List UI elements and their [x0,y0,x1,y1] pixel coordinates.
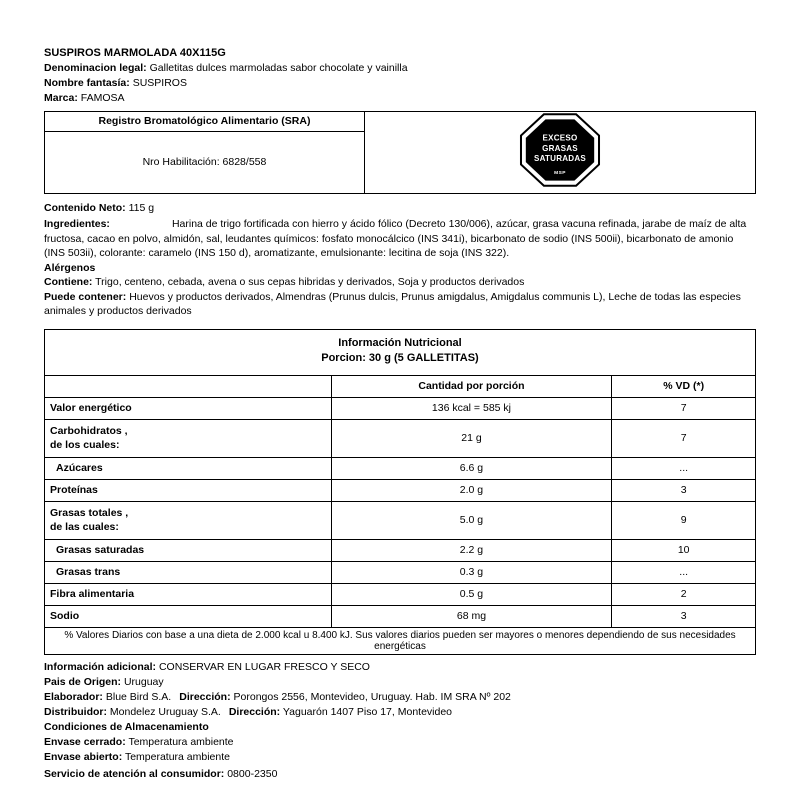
elaborador-direccion-value: Porongos 2556, Montevideo, Uruguay. Hab. IM SRA Nº 202 [233,690,511,703]
distribuidor-direccion-label: Dirección: [228,705,281,718]
contiene-line [44,275,756,290]
seal-line1: EXCESO [542,133,578,143]
nutrition-row-grasas-saturadas [45,539,756,561]
nutrient-amount: 68 mg [331,605,612,627]
marca-line [44,91,756,106]
pais-origen-line [44,675,756,690]
distribuidor-direccion-value: Yaguarón 1407 Piso 17, Montevideo [282,705,453,718]
nutrient-amount: 2.2 g [331,539,612,561]
nutrition-row-fibra [45,583,756,605]
seal-line2: GRASAS [542,143,578,153]
elaborador-line [44,690,756,705]
envase-abierto-line [44,750,756,765]
marca-value: FAMOSA [80,92,125,104]
nutrient-amount: 5.0 g [331,501,612,539]
cantidad-column-header: Cantidad por porción [331,375,612,397]
fantasia-value: SUSPIROS [132,77,187,89]
nutrient-label: Valor energético [45,397,332,419]
exceso-grasas-saturadas-seal-icon [519,113,601,187]
nutrition-column-header-row [45,375,756,397]
info-adicional-value: CONSERVAR EN LUGAR FRESCO Y SECO [158,660,370,673]
nutrient-vd: ... [612,561,756,583]
nutrition-row-sodio [45,605,756,627]
contiene-value: Trigo, centeno, cebada, avena o sus cepas hibridas y derivados, Soja y productos derivados [95,276,525,288]
elaborador-direccion-label: Dirección: [179,690,231,703]
nutrition-title: Información Nutricional [338,336,462,349]
puede-contener-label: Puede contener: [44,290,127,303]
servicio-consumidor-label: Servicio de atención al consumidor: [44,767,225,780]
seal-line3: SATURADAS [533,154,586,164]
nutrient-label [45,501,332,539]
registro-header: Registro Bromatológico Alimentario (SRA) [45,112,365,132]
nutrient-amount: 0.3 g [331,561,612,583]
nutrient-vd: 3 [612,605,756,627]
nutrition-footnote-row [45,627,756,654]
contenido-value: 115 g [128,202,155,214]
nutrient-vd: 2 [612,583,756,605]
nutrient-label: Sodio [45,605,332,627]
nutrient-label-line1: Carbohidratos , [50,425,128,437]
nutrition-row-azucares [45,457,756,479]
elaborador-value: Blue Bird S.A. [105,690,172,703]
denominacion-line [44,61,756,76]
product-title: SUSPIROS MARMOLADA 40X115G [44,47,226,59]
seal-msp: MSP [554,171,566,177]
pais-origen-value: Uruguay [123,675,164,688]
nutrient-amount: 0.5 g [331,583,612,605]
contenido-neto-line [44,201,756,216]
envase-abierto-label: Envase abierto: [44,750,123,763]
nutrition-row-proteinas [45,479,756,501]
nutrient-vd: 7 [612,419,756,457]
alergenos-title: Alérgenos [44,261,96,274]
info-adicional-line [44,660,756,675]
nutrition-row-grasas-totales [45,501,756,539]
nutrient-label: Azúcares [45,457,332,479]
nutrient-label: Proteínas [45,479,332,501]
nutrient-label: Grasas trans [45,561,332,583]
nutrition-row-valor-energetico [45,397,756,419]
marca-label: Marca: [44,92,78,104]
distribuidor-label: Distribuidor: [44,705,107,718]
contiene-label: Contiene: [44,276,93,288]
nutrition-row-carbohidratos [45,419,756,457]
nutrition-table [44,329,756,655]
ingredientes-label: Ingredientes: [44,218,110,230]
contenido-label: Contenido Neto: [44,202,126,214]
denominacion-value: Galletitas dulces marmoladas sabor chocolate y vainilla [149,62,408,74]
nutrition-portion: Porcion: 30 g (5 GALLETITAS) [321,351,479,364]
denominacion-label: Denominacion legal: [44,62,147,74]
fantasia-label: Nombre fantasía: [44,77,130,89]
habilitacion-number: Nro Habilitación: 6828/558 [45,131,365,193]
servicio-consumidor-line [44,767,756,782]
nutrient-label: Grasas saturadas [45,539,332,561]
servicio-consumidor-value: 0800-2350 [227,767,278,780]
nutrient-label-line1: Grasas totales , [50,507,129,519]
additional-info-section [44,660,756,782]
pais-origen-label: Pais de Origen: [44,675,122,688]
nutrition-footnote: % Valores Diarios con base a una dieta de 2.000 kcal u 8.400 kJ. Sus valores diarios pueden ser mayores o menores dependiendo de sus necesidades energéticas [45,627,756,654]
nutrient-vd: 9 [612,501,756,539]
registro-table [44,111,756,194]
puede-contener-value: Huevos y productos derivados, Almendras (Prunus dulcis, Prunus amigdalus, Amigdalus communis L), Leche de todas las especies animales y productos derivados [44,290,741,317]
nutrient-vd: 3 [612,479,756,501]
nutrient-label [45,419,332,457]
nutrient-vd: 7 [612,397,756,419]
distribuidor-line [44,705,756,720]
vd-column-header: % VD (*) [612,375,756,397]
nutrient-amount: 2.0 g [331,479,612,501]
nutrient-amount: 136 kcal = 585 kj [331,397,612,419]
empty-header-cell [45,375,332,397]
seal-cell [364,112,755,194]
fantasia-line [44,76,756,91]
ingredientes-paragraph [44,217,756,261]
nutrition-title-block [45,329,756,375]
info-adicional-label: Información adicional: [44,660,157,673]
envase-cerrado-line [44,735,756,750]
nutrient-label: Fibra alimentaria [45,583,332,605]
nutrient-amount: 6.6 g [331,457,612,479]
puede-contener-line [44,290,756,319]
distribuidor-value: Mondelez Uruguay S.A. [109,705,221,718]
elaborador-label: Elaborador: [44,690,103,703]
ingredientes-text: Harina de trigo fortificada con hierro y ácido fólico (Decreto 130/006), azúcar, grasa vacuna refinada, jarabe de maíz de alta fructosa, cacao en polvo, almidón, sal, leudantes químicos: fosfato monocálcico (INS 341i), bicarbonato de sodio (INS 500ii), bicarbonato de amonio (INS 503ii), colorante: caramelo (INS 150 d), aromatizante, emulsionante: lecitina de soja (INS 322). [44,218,747,259]
nutrient-vd: ... [612,457,756,479]
nutrient-amount: 21 g [331,419,612,457]
nutrition-row-grasas-trans [45,561,756,583]
condiciones-title: Condiciones de Almacenamiento [44,720,209,733]
nutrient-label-line2: de los cuales: [50,439,120,451]
envase-abierto-value: Temperatura ambiente [124,750,230,763]
nutrient-vd: 10 [612,539,756,561]
nutrient-label-line2: de las cuales: [50,521,119,533]
envase-cerrado-label: Envase cerrado: [44,735,126,748]
envase-cerrado-value: Temperatura ambiente [128,735,234,748]
